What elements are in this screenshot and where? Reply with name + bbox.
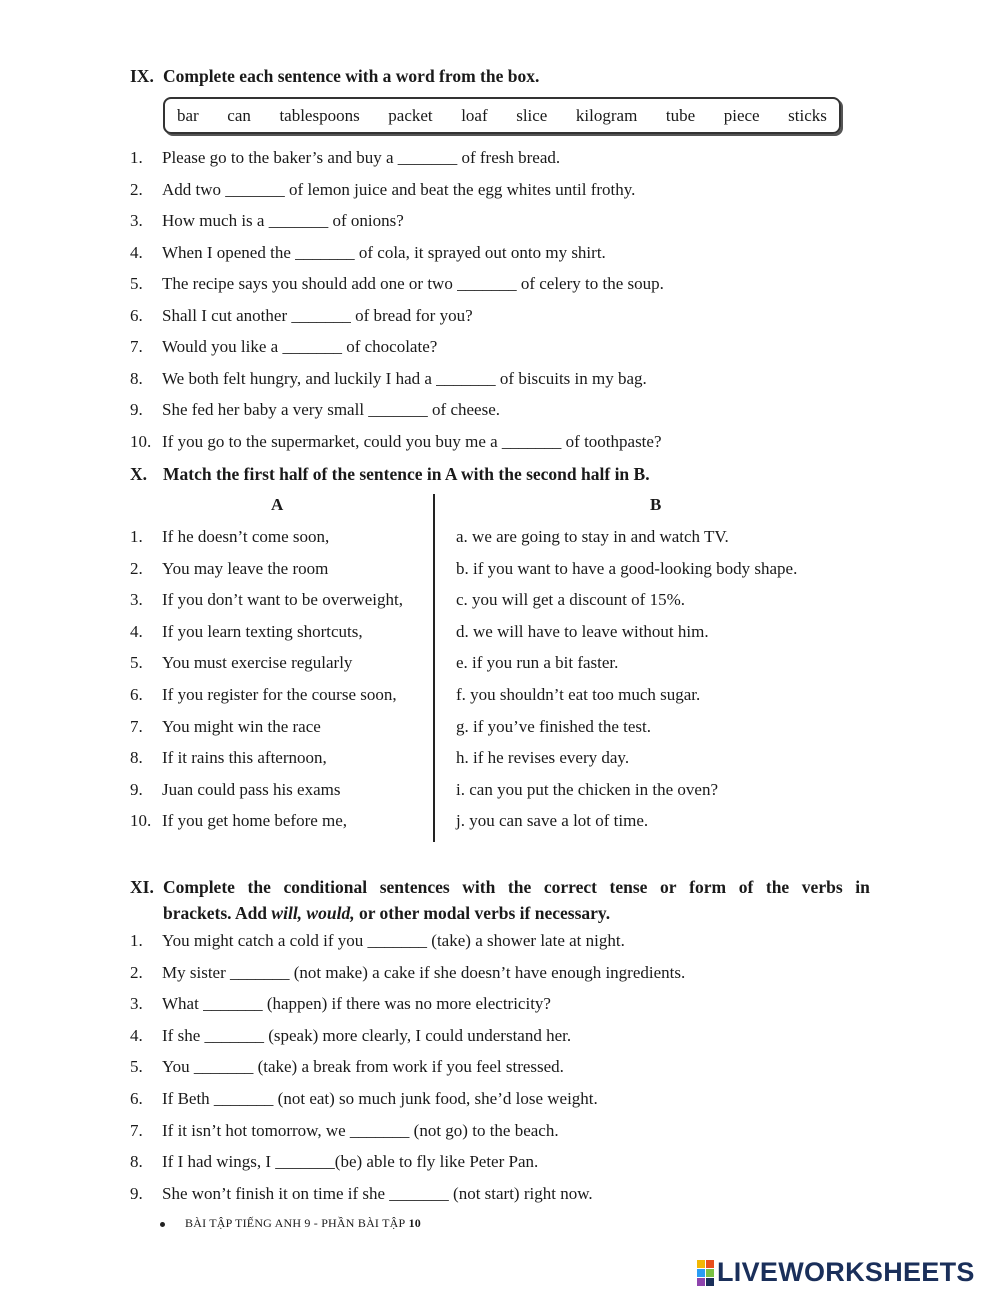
item-text: Would you like a _______ of chocolate? (162, 337, 438, 356)
item-number: 4. (130, 1025, 143, 1045)
instruction-word: with (462, 877, 496, 897)
item-text: You may leave the room (162, 558, 329, 578)
item-number: 7. (130, 716, 143, 736)
item-number: 10. (130, 811, 152, 831)
match-b-item: f. you shouldn’t eat too much sugar. (456, 685, 701, 704)
item-text: Please go to the baker’s and buy a _______ of fresh bread. (162, 148, 561, 167)
logo-square (706, 1278, 714, 1286)
section-11-number: XI. (130, 877, 154, 897)
match-b-item: b. if you want to have a good-looking body shape. (456, 558, 798, 578)
section-11-title (130, 874, 870, 926)
item-text: What _______ (happen) if there was no more electricity? (162, 994, 551, 1014)
match-b-item: g. if you’ve finished the test. (456, 716, 651, 736)
item-text: Add two _______ of lemon juice and beat the egg whites until frothy. (162, 179, 636, 199)
item-text: The recipe says you should add one or two _______ of celery to the soup. (162, 274, 664, 293)
item-text: When I opened the _______ of cola, it sprayed out onto my shirt. (162, 242, 606, 262)
section-9-instruction: Complete each sentence with a word from the box. (163, 66, 540, 86)
match-b-item: e. if you run a bit faster. (456, 653, 619, 673)
logo-text: LIVEWORKSHEETS (717, 1257, 975, 1287)
item-text: If she _______ (speak) more clearly, I could understand her. (162, 1025, 572, 1045)
box-word: packet (388, 105, 433, 125)
item-text: Shall I cut another _______ of bread for you? (162, 305, 473, 325)
item-number: 8. (130, 748, 143, 768)
item-number: 6. (130, 685, 143, 704)
item-number: 3. (130, 211, 143, 230)
instruction-word: the (507, 877, 532, 897)
match-b-item: h. if he revises every day. (456, 748, 630, 768)
item-number: 7. (130, 1120, 143, 1140)
item-text: If you don’t want to be overweight, (162, 590, 403, 610)
section-10-instruction: Match the first half of the sentence in A with the second half in B. (163, 464, 650, 484)
item-number: 7. (130, 337, 143, 356)
item-text: If you go to the supermarket, could you buy me a _______ of toothpaste? (162, 431, 662, 451)
liveworksheets-logo (697, 1257, 975, 1288)
item-text: You _______ (take) a break from work if you feel stressed. (162, 1057, 564, 1077)
item-text: If you register for the course soon, (162, 685, 397, 704)
instruction-word: tense (609, 877, 648, 897)
item-number: 8. (130, 1152, 143, 1172)
logo-square (697, 1269, 705, 1277)
instruction-word: Complete (163, 877, 235, 897)
instruction-word: the (247, 877, 271, 897)
footer-section: PHẦN BÀI TẬP (321, 1216, 406, 1230)
item-text: She won’t finish it on time if she _______ (not start) right now. (162, 1183, 593, 1203)
box-word: slice (516, 105, 548, 125)
item-number: 1. (130, 527, 143, 546)
section-10-number: X. (130, 464, 148, 484)
instruction-word: of (738, 877, 754, 897)
item-text: Juan could pass his exams (162, 779, 341, 799)
footer-page-number: 10 (405, 1216, 421, 1230)
item-text: If Beth _______ (not eat) so much junk food, she’d lose weight. (162, 1089, 598, 1108)
bullet-icon (160, 1222, 165, 1227)
item-number: 9. (130, 779, 143, 799)
instruction-word: or (660, 877, 677, 897)
instruction-text: or other modal verbs if necessary. (354, 903, 611, 923)
item-number: 9. (130, 1183, 143, 1203)
item-text: My sister _______ (not make) a cake if she doesn’t have enough ingredients. (162, 962, 686, 982)
item-text: If he doesn’t come soon, (162, 527, 330, 546)
match-b-item: j. you can save a lot of time. (456, 811, 649, 831)
item-number: 2. (130, 962, 143, 982)
logo-square (706, 1269, 714, 1277)
item-number: 6. (130, 305, 143, 325)
item-number: 8. (130, 368, 143, 388)
match-b-item: i. can you put the chicken in the oven? (456, 779, 718, 799)
item-number: 4. (130, 621, 143, 641)
section-9-title (130, 66, 539, 87)
section-10-title (130, 464, 650, 485)
logo-square (697, 1278, 705, 1286)
instruction-word: correct (543, 877, 597, 897)
page-footer (160, 1216, 421, 1231)
item-number: 5. (130, 653, 143, 673)
logo-square (706, 1260, 714, 1268)
instruction-emphasis: will, would, (271, 903, 355, 923)
logo-square (697, 1260, 705, 1268)
instruction-word: in (855, 877, 870, 897)
box-word: piece (723, 105, 760, 125)
box-word: can (227, 105, 251, 125)
item-text: You must exercise regularly (162, 653, 353, 673)
instruction-word: form (689, 877, 727, 897)
logo-mark-icon (697, 1260, 714, 1286)
item-text: How much is a _______ of onions? (162, 211, 404, 230)
item-text: You might win the race (162, 716, 321, 736)
item-number: 10. (130, 431, 152, 451)
match-b-item: d. we will have to leave without him. (456, 621, 709, 641)
item-number: 1. (130, 148, 143, 167)
item-number: 5. (130, 274, 143, 293)
item-number: 3. (130, 590, 143, 610)
match-b-item: a. we are going to stay in and watch TV. (456, 527, 729, 546)
instruction-word: the (765, 877, 790, 897)
column-divider (433, 494, 435, 842)
column-b-header: B (650, 495, 662, 514)
item-text: If I had wings, I _______(be) able to fly like Peter Pan. (162, 1152, 539, 1172)
item-number: 5. (130, 1057, 143, 1077)
item-number: 9. (130, 400, 143, 419)
instruction-text: brackets. Add (163, 903, 272, 923)
footer-text: BÀI TẬP TIẾNG ANH 9 - (185, 1216, 322, 1230)
instruction-word: sentences (379, 877, 450, 897)
item-number: 1. (130, 931, 143, 950)
box-word: loaf (461, 105, 488, 125)
item-text: If you get home before me, (162, 811, 348, 831)
box-word: bar (177, 105, 199, 125)
column-a-header: A (271, 495, 284, 514)
item-number: 3. (130, 994, 143, 1014)
item-text: If it rains this afternoon, (162, 748, 327, 768)
item-number: 2. (130, 179, 143, 199)
section-11-instruction-line2 (163, 900, 870, 926)
section-9-number: IX. (130, 66, 154, 86)
match-b-item: c. you will get a discount of 15%. (456, 590, 685, 610)
word-box (163, 97, 841, 134)
item-number: 4. (130, 242, 143, 262)
item-text: You might catch a cold if you _______ (take) a shower late at night. (162, 931, 625, 950)
item-number: 2. (130, 558, 143, 578)
box-word: sticks (788, 105, 827, 125)
section-11-instruction-line1 (163, 874, 870, 900)
item-text: She fed her baby a very small _______ of cheese. (162, 400, 500, 419)
item-text: If you learn texting shortcuts, (162, 621, 363, 641)
instruction-word: verbs (801, 877, 843, 897)
item-text: We both felt hungry, and luckily I had a _______ of biscuits in my bag. (162, 368, 647, 388)
box-word: kilogram (575, 105, 638, 125)
box-word: tube (665, 105, 696, 125)
instruction-word: conditional (283, 877, 368, 897)
item-text: If it isn’t hot tomorrow, we _______ (not go) to the beach. (162, 1120, 559, 1140)
box-word: tablespoons (279, 105, 360, 125)
item-number: 6. (130, 1089, 143, 1108)
